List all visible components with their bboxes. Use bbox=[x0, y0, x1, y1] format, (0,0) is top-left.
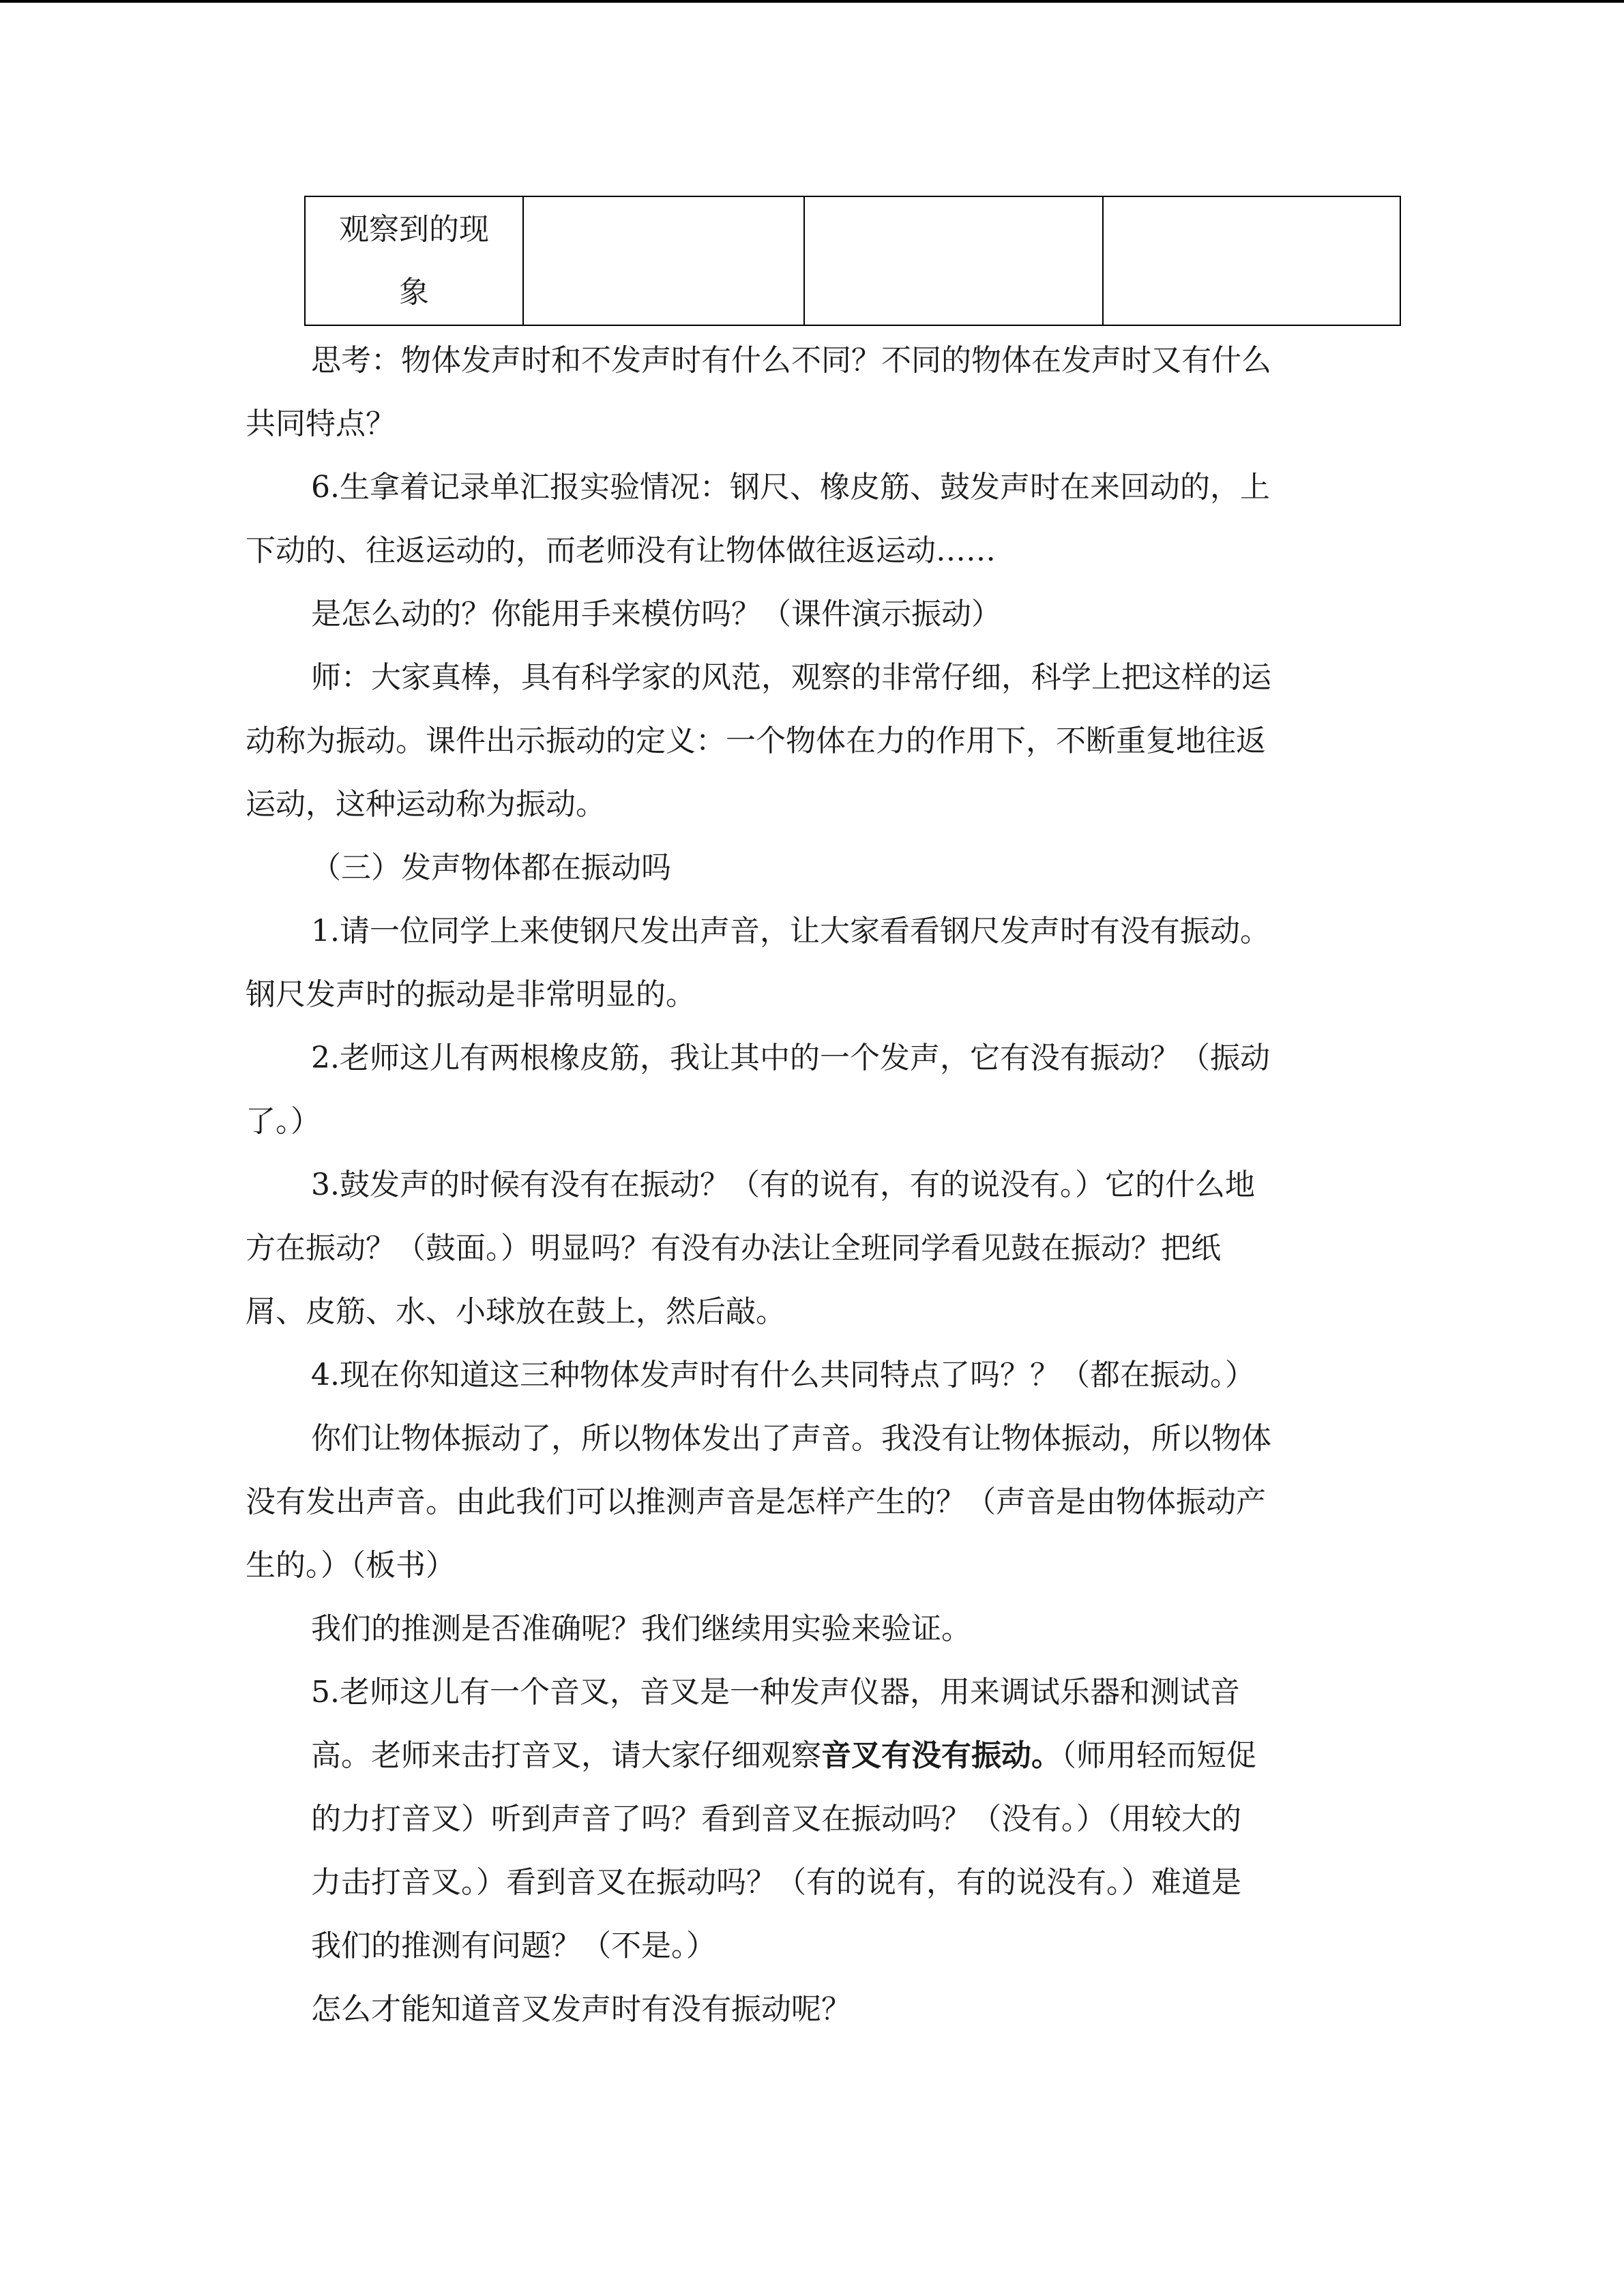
text-line: 运动，这种运动称为振动。 bbox=[246, 787, 606, 822]
text-line: 我们的推测有问题？（不是。） bbox=[311, 1928, 716, 1963]
document-body bbox=[246, 329, 1364, 2041]
text-line: 4.现在你知道这三种物体发声时有什么共同特点了吗？？（都在振动。） bbox=[311, 1358, 1255, 1392]
text-line: 师：大家真棒，具有科学家的风范，观察的非常仔细，科学上把这样的运 bbox=[311, 660, 1271, 695]
text-line: 了。） bbox=[246, 1104, 321, 1139]
text-line: 思考：物体发声时和不发声时有什么不同？不同的物体在发声时又有什么 bbox=[311, 343, 1271, 378]
text-line: 没有发出声音。由此我们可以推测声音是怎样产生的？（声音是由物体振动产 bbox=[246, 1485, 1266, 1519]
record-table bbox=[304, 196, 1401, 326]
text-line: 的力打音叉）听到声音了吗？看到音叉在振动吗？（没有。）（用较大的 bbox=[311, 1802, 1241, 1836]
table-empty-cell bbox=[523, 196, 804, 325]
table-label-line-1: 观察到的现 bbox=[339, 211, 489, 247]
bold-emphasis: 音叉有没有振动。 bbox=[821, 1738, 1061, 1773]
text-line: 3.鼓发声的时候有没有在振动？（有的说有，有的说没有。）它的什么地 bbox=[311, 1167, 1255, 1202]
text-fragment: （师用轻而短促 bbox=[1061, 1738, 1256, 1773]
table-label-line-2: 象 bbox=[399, 274, 429, 310]
text-line: 是怎么动的？你能用手来模仿吗？（课件演示振动） bbox=[311, 597, 1001, 631]
text-line: 下动的、往返运动的，而老师没有让物体做往返运动…… bbox=[246, 533, 996, 568]
table-empty-cell bbox=[804, 196, 1103, 325]
text-line: 动称为振动。课件出示振动的定义：一个物体在力的作用下，不断重复地往返 bbox=[246, 724, 1266, 758]
text-line: 生的。）（板书） bbox=[246, 1548, 456, 1583]
text-line: 6.生拿着记录单汇报实验情况：钢尺、橡皮筋、鼓发声时在来回动的，上 bbox=[311, 470, 1270, 505]
section-heading: （三）发声物体都在振动吗 bbox=[311, 850, 671, 885]
text-line: 你们让物体振动了，所以物体发出了声音。我没有让物体振动，所以物体 bbox=[311, 1421, 1271, 1456]
table-row bbox=[305, 196, 1400, 325]
text-line: 钢尺发声时的振动是非常明显的。 bbox=[246, 977, 696, 1012]
text-line: 2.老师这儿有两根橡皮筋，我让其中的一个发声，它有没有振动？（振动 bbox=[311, 1041, 1270, 1075]
text-line: 屑、皮筋、水、小球放在鼓上，然后敲。 bbox=[246, 1294, 786, 1329]
text-line: 方在振动？（鼓面。）明显吗？有没有办法让全班同学看见鼓在振动？把纸 bbox=[246, 1231, 1221, 1266]
text-line: 我们的推测是否准确呢？我们继续用实验来验证。 bbox=[311, 1611, 971, 1646]
text-line: 共同特点？ bbox=[246, 406, 396, 441]
table-label-cell bbox=[305, 196, 523, 325]
text-line bbox=[246, 1724, 1364, 1787]
text-line: 力击打音叉。）看到音叉在振动吗？（有的说有，有的说没有。）难道是 bbox=[311, 1865, 1241, 1900]
text-fragment: 高。老师来击打音叉，请大家仔细观察 bbox=[311, 1738, 821, 1773]
text-line: 5.老师这儿有一个音叉，音叉是一种发声仪器，用来调试乐器和测试音 bbox=[311, 1675, 1240, 1710]
text-line: 怎么才能知道音叉发声时有没有振动呢？ bbox=[311, 1992, 851, 2027]
table-empty-cell bbox=[1103, 196, 1400, 325]
text-line: 1.请一位同学上来使钢尺发出声音，让大家看看钢尺发声时有没有振动。 bbox=[311, 914, 1270, 949]
page-top-border bbox=[0, 0, 1624, 3]
